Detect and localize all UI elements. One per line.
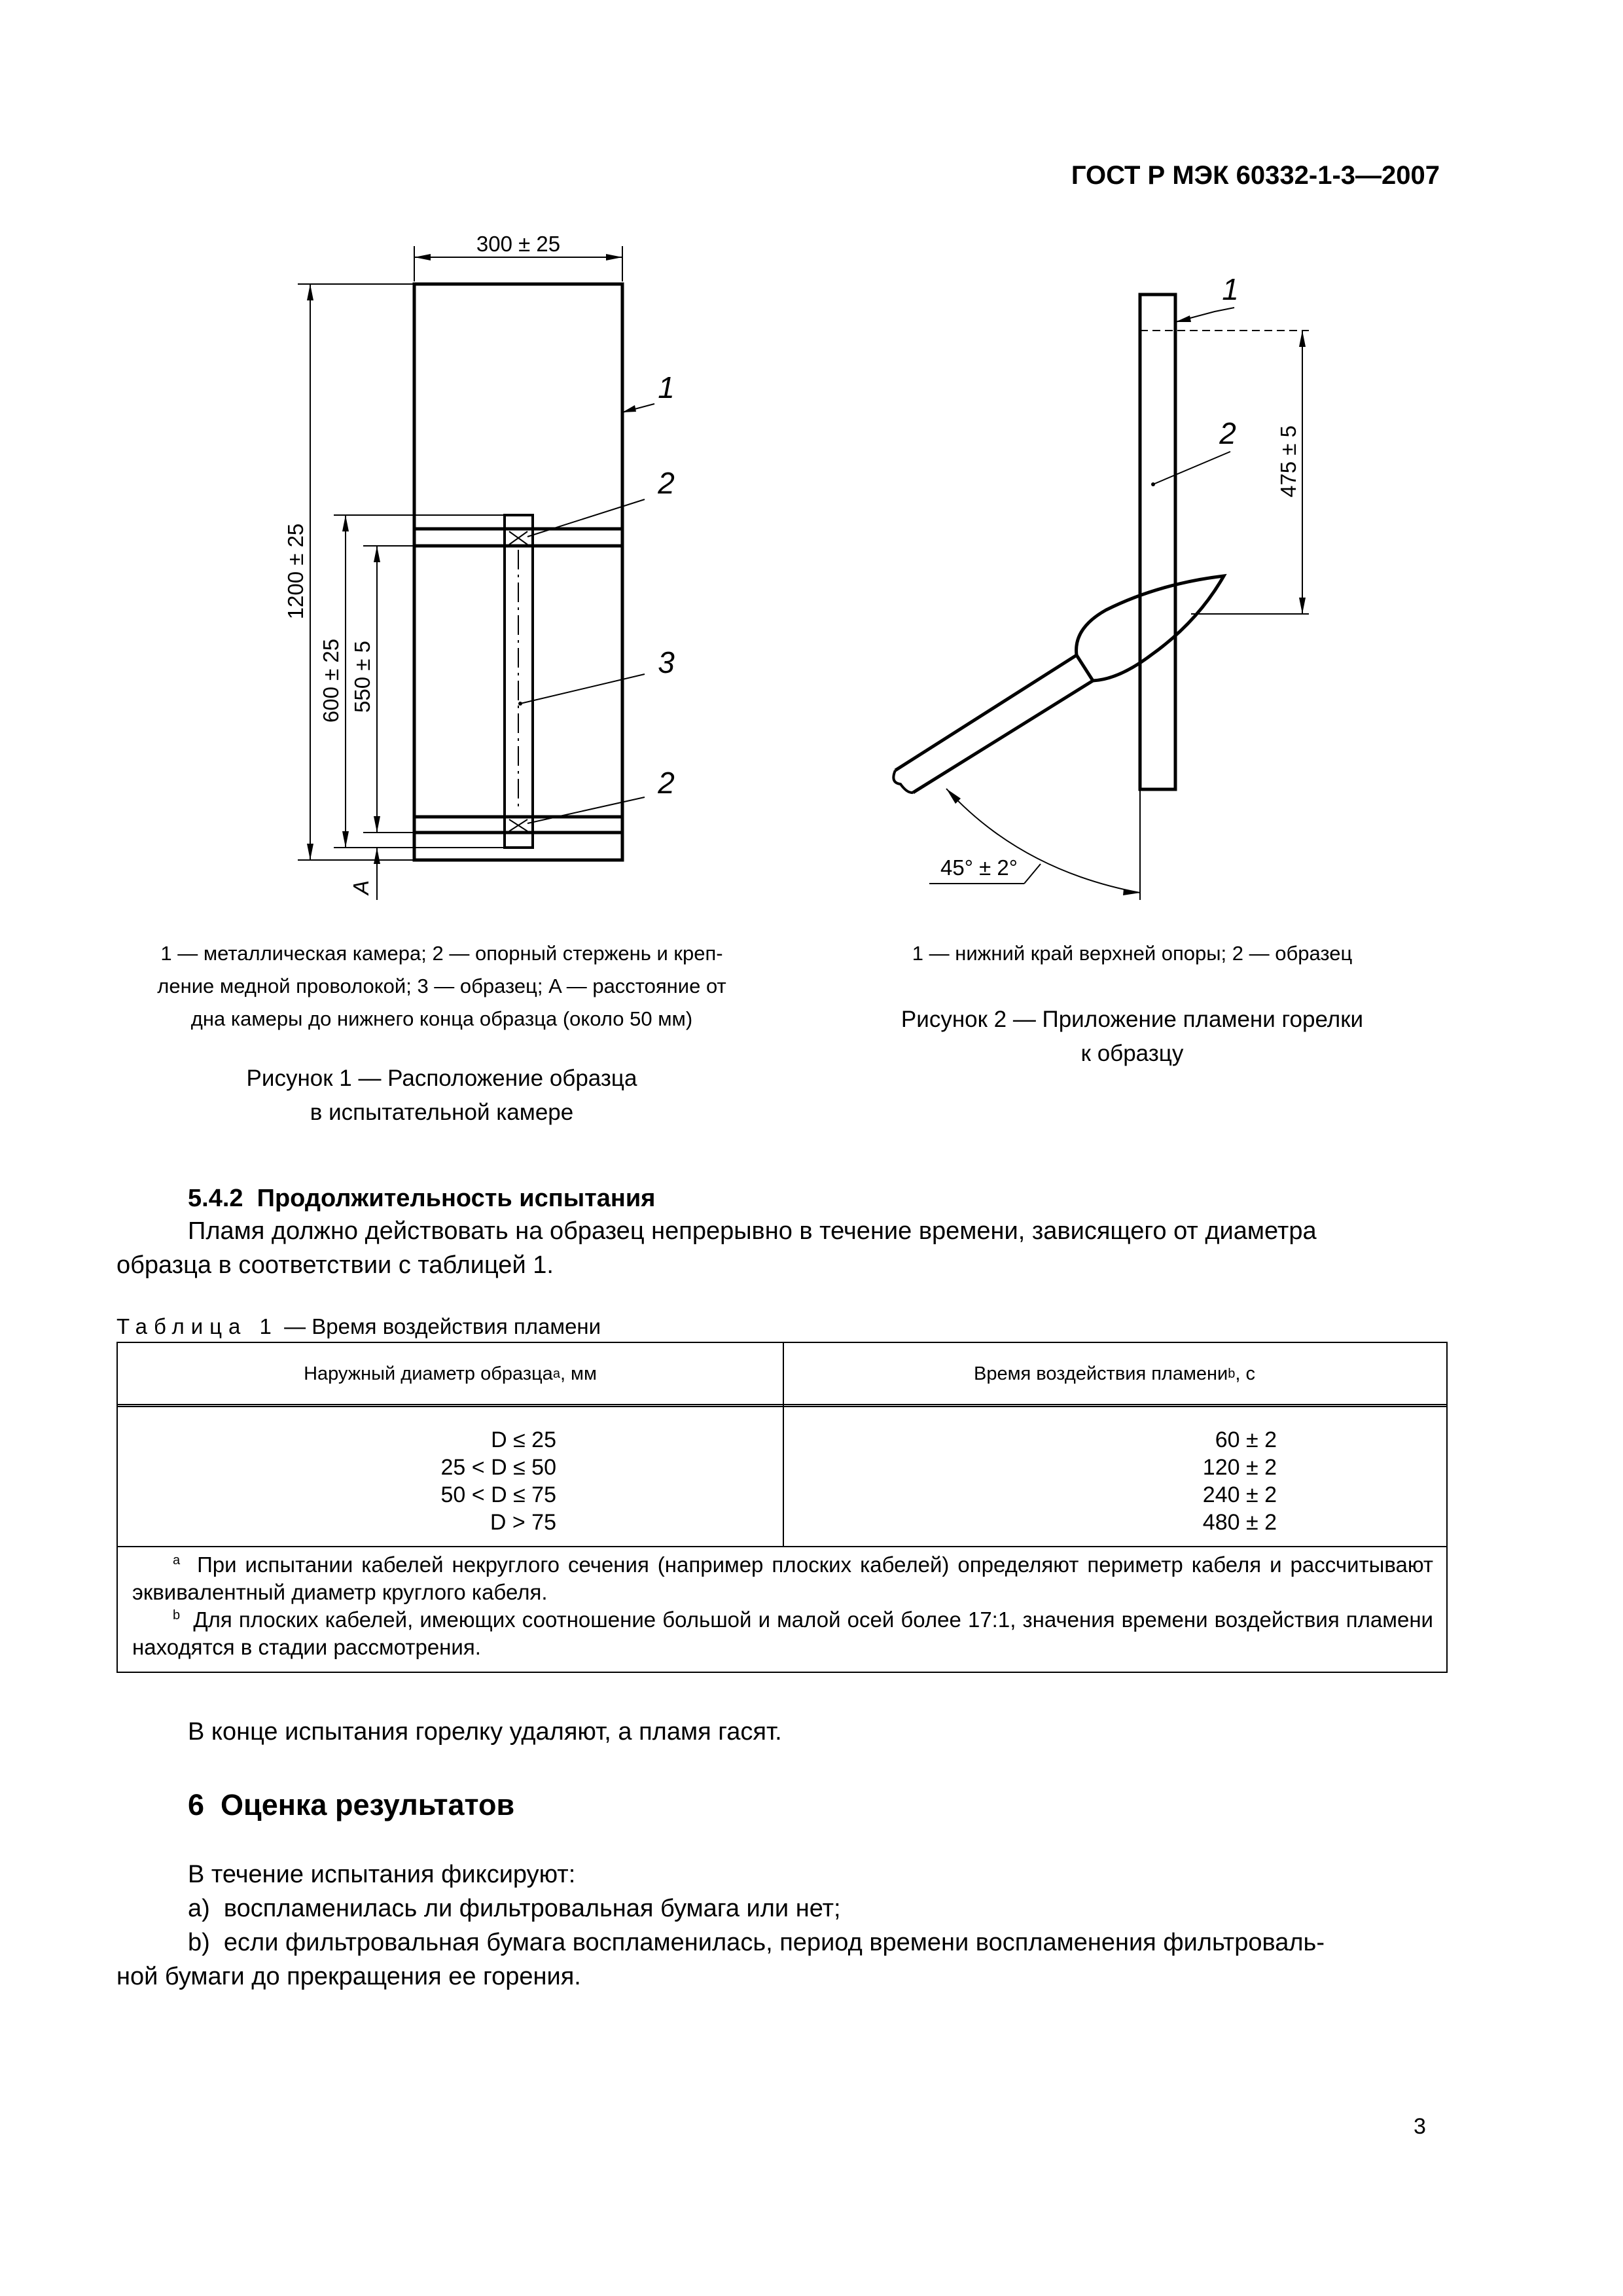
figure-1-drawing <box>0 0 812 929</box>
table-diameter-column <box>118 1426 556 1536</box>
dim-width-label: 300 ± 25 <box>476 232 561 256</box>
figure-1-legend-line: ление медной проволокой; 3 — образец; A — расстояние от <box>157 975 726 997</box>
figure-1-caption-line: Рисунок 1 — Расположение образца <box>246 1066 637 1091</box>
fig1-callout-2-bottom: 2 <box>658 766 675 800</box>
note-a-mark: a <box>173 1553 181 1568</box>
figure-1-legend-line: 1 — металлическая камера; 2 — опорный стержень и креп- <box>160 942 723 965</box>
figure-2-drawing <box>812 0 1466 929</box>
specimen-outline <box>1140 295 1175 789</box>
table-note-a <box>132 1551 1433 1606</box>
table-cell-time: 240 ± 2 <box>1202 1482 1277 1507</box>
angle-label: 45° ± 2° <box>940 855 1018 880</box>
figure-2-caption <box>838 1003 1427 1071</box>
fig1-callout-2-top: 2 <box>658 466 675 500</box>
dim-600-label: 600 ± 25 <box>319 638 343 723</box>
document-header: ГОСТ Р МЭК 60332-1-3—2007 <box>1071 161 1440 190</box>
table-cell-diameter: 25 < D ≤ 50 <box>440 1455 556 1480</box>
dim-total-height-label: 1200 ± 25 <box>283 523 308 620</box>
dim-475-label: 475 ± 5 <box>1276 425 1300 497</box>
table-1-title <box>116 1314 601 1339</box>
fig1-callout-1: 1 <box>658 370 675 404</box>
figure-1-caption <box>98 1062 785 1130</box>
table-1-label: Таблица 1 <box>116 1314 278 1338</box>
page-number: 3 <box>1414 2114 1426 2139</box>
note-a-text: При испытании кабелей некруглого сечения (например плоских кабелей) определяют периметр кабеля и рассчитывают эквивалентный диаметр круглого кабеля. <box>132 1552 1433 1604</box>
section-6-item-b-line: ной бумаги до прекращения ее горения. <box>116 1963 581 1990</box>
figure-2-caption-line: к образцу <box>1080 1041 1184 1066</box>
table-1 <box>116 1342 1448 1673</box>
section-6-item-a: a) воспламенилась ли фильтровальная бумага или нет; <box>188 1895 841 1922</box>
figure-1-caption-line: в испытательной камере <box>310 1100 574 1125</box>
figure-2-caption-line: Рисунок 2 — Приложение пламени горелки <box>901 1007 1364 1032</box>
table-note-b <box>132 1606 1433 1661</box>
dim-a-label: A <box>349 880 373 895</box>
table-1-title-text: — Время воздействия пламени <box>277 1314 601 1338</box>
figure-2-legend: 1 — нижний край верхней опоры; 2 — образец <box>912 942 1353 965</box>
table-header-row <box>118 1343 1446 1407</box>
section-6-item-b-line: b) если фильтровальная бумага воспламенилась, период времени воспламенения фильтроваль- <box>188 1929 1325 1956</box>
section-6-intro: В течение испытания фиксируют: <box>188 1861 576 1888</box>
section-5-4-2-paragraph-line: образца в соответствии с таблицей 1. <box>116 1251 554 1279</box>
table-time-column <box>783 1426 1277 1536</box>
section-5-4-2-heading: 5.4.2 Продолжительность испытания <box>188 1185 656 1212</box>
dim-550-label: 550 ± 5 <box>350 641 374 713</box>
figure-1-legend <box>98 937 785 1035</box>
fig2-callout-1: 1 <box>1222 272 1239 306</box>
note-b-mark: b <box>173 1608 181 1623</box>
note-b-text: Для плоских кабелей, имеющих соотношение большой и малой осей более 17:1, значения времени воздействия пламени находятся в стадии рассмотрения. <box>132 1607 1433 1659</box>
section-5-4-2-paragraph-line: Пламя должно действовать на образец непрерывно в течение времени, зависящего от диаметра <box>188 1217 1317 1245</box>
table-cell-diameter: D > 75 <box>490 1510 556 1535</box>
fig1-callout-3: 3 <box>658 645 675 679</box>
table-cell-time: 480 ± 2 <box>1202 1510 1277 1535</box>
table-header-time: Время воздействия пламени b , с <box>973 1363 1256 1384</box>
section-6-heading: 6 Оценка результатов <box>188 1788 515 1821</box>
table-cell-time: 120 ± 2 <box>1202 1455 1277 1480</box>
figure-1-legend-line: дна камеры до нижнего конца образца (около 50 мм) <box>190 1007 693 1030</box>
table-header-diameter: Наружный диаметр образца a , мм <box>304 1363 597 1384</box>
table-cell-time: 60 ± 2 <box>1215 1427 1277 1452</box>
end-of-test-paragraph: В конце испытания горелку удаляют, а пламя гасят. <box>188 1718 782 1746</box>
table-cell-diameter: D ≤ 25 <box>491 1427 556 1452</box>
table-cell-diameter: 50 < D ≤ 75 <box>440 1482 556 1507</box>
fig2-callout-2: 2 <box>1219 416 1236 450</box>
table-notes-separator <box>118 1546 1446 1547</box>
